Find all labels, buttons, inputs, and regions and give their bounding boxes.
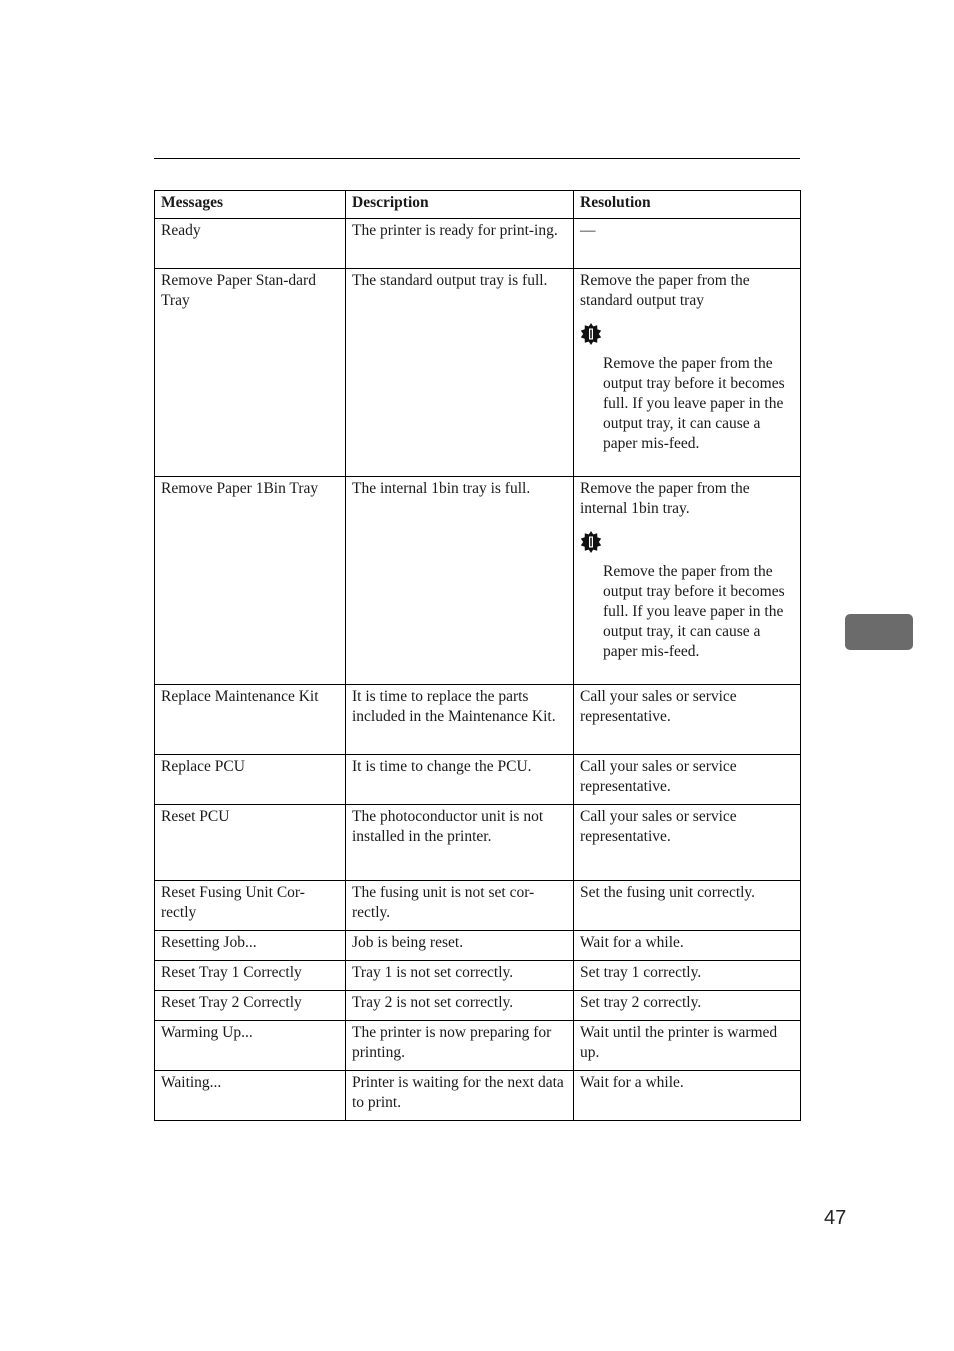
important-icon [580, 323, 602, 345]
message-cell: Reset Tray 2 Correctly [155, 991, 346, 1021]
table-row [155, 805, 801, 881]
description-cell: It is time to change the PCU. [346, 755, 574, 805]
description-cell: Job is being reset. [346, 931, 574, 961]
description-cell: Printer is waiting for the next data to print. [346, 1071, 574, 1121]
resolution-cell: — [574, 219, 801, 269]
message-cell: Replace PCU [155, 755, 346, 805]
header-rule [154, 158, 800, 159]
message-cell: Waiting... [155, 1071, 346, 1121]
message-cell: Reset PCU [155, 805, 346, 881]
important-icon [580, 531, 602, 553]
table-row [155, 931, 801, 961]
resolution-cell [574, 477, 801, 685]
table-row [155, 1021, 801, 1071]
header-description: Description [346, 191, 574, 219]
header-messages: Messages [155, 191, 346, 219]
note-text: Remove the paper from the output tray before it becomes full. If you leave paper in the output tray, it can cause a paper mis-feed. [603, 355, 785, 452]
message-cell: Remove Paper 1Bin Tray [155, 477, 346, 685]
chapter-tab [845, 614, 913, 650]
description-cell: The internal 1bin tray is full. [346, 477, 574, 685]
table-row [155, 755, 801, 805]
message-cell: Resetting Job... [155, 931, 346, 961]
table-row [155, 881, 801, 931]
important-note [580, 531, 794, 662]
resolution-cell: Set tray 1 correctly. [574, 961, 801, 991]
table-row [155, 685, 801, 755]
description-cell: Tray 1 is not set correctly. [346, 961, 574, 991]
message-cell: Warming Up... [155, 1021, 346, 1071]
table-row [155, 477, 801, 685]
resolution-cell: Set tray 2 correctly. [574, 991, 801, 1021]
message-cell: Remove Paper Stan-dard Tray [155, 269, 346, 477]
message-cell: Reset Fusing Unit Cor-rectly [155, 881, 346, 931]
table-row [155, 269, 801, 477]
resolution-cell: Wait until the printer is warmed up. [574, 1021, 801, 1071]
page-number: 47 [824, 1207, 847, 1229]
resolution-cell: Set the fusing unit correctly. [574, 881, 801, 931]
description-cell: Tray 2 is not set correctly. [346, 991, 574, 1021]
messages-table [154, 190, 801, 1121]
important-note [580, 323, 794, 454]
message-cell: Replace Maintenance Kit [155, 685, 346, 755]
message-cell: Ready [155, 219, 346, 269]
table-row [155, 219, 801, 269]
description-cell: The standard output tray is full. [346, 269, 574, 477]
description-cell: The printer is now preparing for printing. [346, 1021, 574, 1071]
resolution-text: Remove the paper from the internal 1bin tray. [580, 480, 750, 517]
description-cell: It is time to replace the parts included in the Maintenance Kit. [346, 685, 574, 755]
description-cell: The fusing unit is not set cor-rectly. [346, 881, 574, 931]
table-row [155, 1071, 801, 1121]
table-row [155, 991, 801, 1021]
resolution-cell: Wait for a while. [574, 931, 801, 961]
resolution-cell [574, 269, 801, 477]
resolution-cell: Call your sales or service representative. [574, 685, 801, 755]
table-header-row [155, 191, 801, 219]
note-text: Remove the paper from the output tray before it becomes full. If you leave paper in the output tray, it can cause a paper mis-feed. [603, 563, 785, 660]
resolution-cell: Wait for a while. [574, 1071, 801, 1121]
resolution-text: Remove the paper from the standard output tray [580, 272, 750, 309]
header-resolution: Resolution [574, 191, 801, 219]
resolution-cell: Call your sales or service representative. [574, 805, 801, 881]
table-row [155, 961, 801, 991]
resolution-cell: Call your sales or service representative. [574, 755, 801, 805]
description-cell: The printer is ready for print-ing. [346, 219, 574, 269]
description-cell: The photoconductor unit is not installed in the printer. [346, 805, 574, 881]
message-cell: Reset Tray 1 Correctly [155, 961, 346, 991]
